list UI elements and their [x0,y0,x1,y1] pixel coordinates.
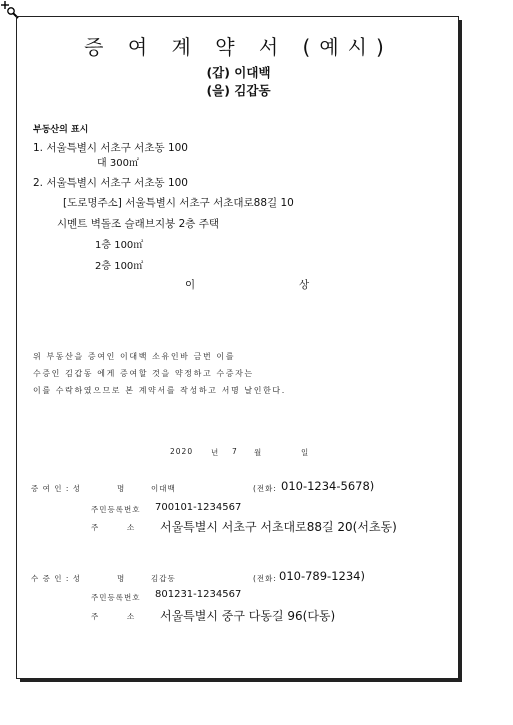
property-end-right: 상 [299,279,310,291]
donee-addr-label-1: 주 [91,612,100,621]
donee-id-label: 주민등록번호 [91,593,141,602]
property-item2-road: [도로명주소] 서울특별시 서초구 서초대로88길 10 [63,197,294,209]
donor-name: 이대백 [151,484,176,493]
donor-id: 700101-1234567 [155,502,242,513]
property-item2-floor1: 1층 100㎡ [95,240,144,251]
donor-addr-label-2: 소 [127,523,136,532]
donor-role: 증 여 인 : 성 [31,484,82,493]
donee-name: 김갑동 [151,574,176,583]
donor-address: 서울특별시 서초구 서초대로88길 20(서초동) [160,520,397,534]
property-item2-line1: 2. 서울특별시 서초구 서초동 100 [33,177,188,189]
donor-phone: 010-1234-5678) [281,479,375,493]
donee-name-unit: 명 [117,574,126,583]
document-title: 증 여 계 약 서 (예시) [84,35,393,59]
property-item2-floor2: 2층 100㎡ [95,261,144,272]
party-b: (을) 김갑동 [206,83,271,98]
date-year: 2020 [170,447,194,456]
body-text-line1: 위 부동산을 증여인 이대백 소유인바 금번 이를 [33,352,236,361]
body-text-line3: 이를 수락하였으므로 본 계약서를 작성하고 서명 날인한다. [33,386,286,395]
property-item2-building: 시멘트 벽돌조 슬래브지붕 2층 주택 [57,218,220,230]
date-month-unit: 월 [254,448,263,457]
page-shadow-bottom [20,679,462,682]
page-shadow-right [459,20,462,681]
property-end-left: 이 [185,279,196,291]
date-month: 7 [232,447,238,456]
donee-addr-label-2: 소 [127,612,136,621]
donee-phone-label: (전화: [253,574,277,583]
donee-id: 801231-1234567 [155,589,242,600]
party-a: (갑) 이대백 [206,65,271,80]
donor-id-label: 주민등록번호 [91,505,141,514]
date-year-unit: 년 [211,448,220,457]
date-day-unit: 일 [301,448,310,457]
property-item1-line2: 대 300㎡ [97,158,139,169]
donee-address: 서울특별시 중구 다동길 96(다동) [160,609,336,623]
property-heading: 부동산의 표시 [33,125,89,135]
body-text-line2: 수증인 김갑동 에게 증여할 것을 약정하고 수증자는 [33,369,254,378]
donee-phone: 010-789-1234) [279,569,365,583]
donee-role: 수 증 인 : 성 [31,574,82,583]
property-item1-line1: 1. 서울특별시 서초구 서초동 100 [33,142,188,154]
donor-phone-label: (전화: [253,484,277,493]
donor-addr-label-1: 주 [91,523,100,532]
document-page [16,16,459,679]
donor-name-unit: 명 [117,484,126,493]
